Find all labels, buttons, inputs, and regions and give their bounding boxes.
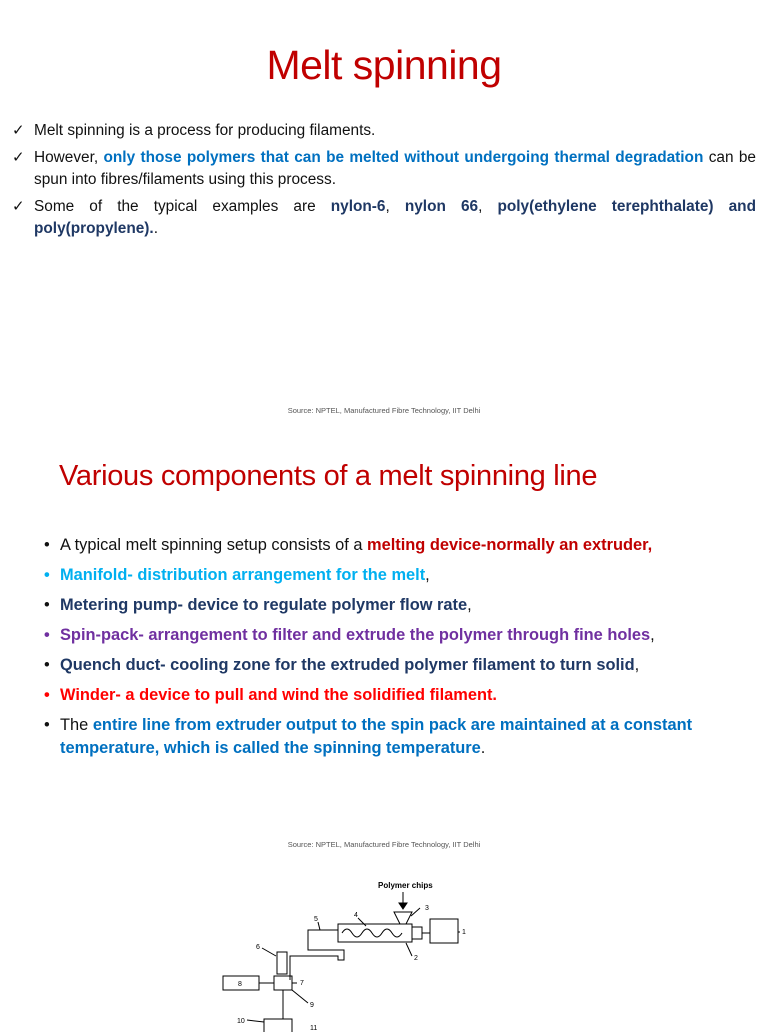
text-run: .	[153, 220, 158, 237]
checkmark-icon: ✓	[12, 198, 25, 215]
spin-pack	[264, 1019, 292, 1032]
metering-motor	[277, 952, 287, 974]
melt-spinning-line-diagram	[220, 872, 480, 1032]
text-run: ,	[425, 566, 430, 584]
text-run: melting device-normally an extruder,	[367, 536, 653, 554]
svg-text:4: 4	[354, 912, 358, 919]
spin-head	[274, 976, 292, 990]
checkmark-icon: ✓	[12, 122, 25, 139]
slide-title: Various components of a melt spinning line	[59, 460, 598, 492]
text-run: .	[480, 739, 486, 757]
text-run: Melt spinning is a process for producing filaments.	[34, 122, 376, 139]
list-item	[44, 714, 724, 760]
list-item	[12, 120, 756, 142]
svg-text:6: 6	[256, 944, 260, 951]
text-run: The	[60, 716, 93, 734]
text-run: Metering pump- device to regulate polymer flow rate	[60, 596, 468, 614]
bullet-icon: •	[44, 716, 50, 734]
bullet-icon: •	[44, 686, 50, 704]
list-item	[12, 196, 756, 240]
extruder-screw	[342, 929, 402, 937]
list-item	[44, 564, 724, 587]
source-note: Source: NPTEL, Manufactured Fibre Technology, IIT Delhi	[287, 840, 481, 849]
text-run: A typical melt spinning setup consists of a	[60, 536, 368, 554]
text-run: ,	[478, 198, 498, 215]
bullet-icon: •	[44, 596, 50, 614]
svg-text:9: 9	[310, 1002, 314, 1009]
text-run: Quench duct- cooling zone for the extruded polymer filament to turn solid	[60, 656, 635, 674]
svg-text:1: 1	[462, 929, 466, 936]
checkmark-icon: ✓	[12, 149, 25, 166]
text-run: ,	[385, 198, 405, 215]
feed-arrowhead	[399, 903, 407, 909]
extruder-drive-coupling	[412, 927, 422, 939]
checklist	[12, 120, 756, 245]
svg-text:11: 11	[310, 1025, 318, 1032]
text-run: nylon 66	[404, 198, 479, 215]
text-run: Spin-pack- arrangement to filter and extrude the polymer through fine holes	[60, 626, 651, 644]
list-item	[12, 147, 756, 191]
list-item	[44, 534, 724, 557]
extruder-barrel	[338, 924, 412, 942]
source-note: Source: NPTEL, Manufactured Fibre Technology, IIT Delhi	[287, 406, 481, 415]
text-run: However,	[34, 149, 104, 166]
text-run: entire line from extruder output to the spin pack are maintained at a constant temperature, which is called the spinning temperature	[60, 716, 693, 757]
slide-components	[0, 430, 768, 1032]
bullet-icon: •	[44, 566, 50, 584]
bullet-icon: •	[44, 536, 50, 554]
slide-melt-spinning	[0, 0, 768, 430]
extruder-motor	[430, 919, 458, 943]
text-run: nylon-6	[330, 198, 386, 215]
text-run: Some of the typical examples are	[34, 198, 331, 215]
text-run: Winder- a device to pull and wind the solidified filament.	[60, 686, 497, 704]
bullet-icon: •	[44, 626, 50, 644]
bullet-icon: •	[44, 656, 50, 674]
polymer-chips-label: Polymer chips	[378, 881, 433, 890]
slide-title: Melt spinning	[266, 42, 502, 88]
text-run: only those polymers that can be melted without undergoing thermal degradation	[103, 149, 704, 166]
svg-text:2: 2	[414, 955, 418, 962]
text-run: ,	[650, 626, 655, 644]
list-item	[44, 684, 724, 707]
text-run: ,	[634, 656, 640, 674]
list-item	[44, 624, 724, 647]
text-run: ,	[467, 596, 472, 614]
text-run: poly(ethylene terephthalate) and poly(propylene).	[34, 198, 756, 237]
svg-text:8: 8	[238, 981, 242, 988]
hopper	[394, 912, 412, 924]
bullet-list	[44, 534, 724, 767]
svg-text:10: 10	[237, 1018, 245, 1025]
text-run: can be spun into fibres/filaments using this process.	[34, 149, 756, 188]
svg-text:3: 3	[425, 905, 429, 912]
svg-text:7: 7	[300, 980, 304, 987]
svg-text:5: 5	[314, 916, 318, 923]
list-item	[44, 594, 724, 617]
list-item	[44, 654, 724, 677]
melt-transfer-pipe	[290, 930, 344, 980]
text-run: Manifold- distribution arrangement for the melt	[60, 566, 426, 584]
